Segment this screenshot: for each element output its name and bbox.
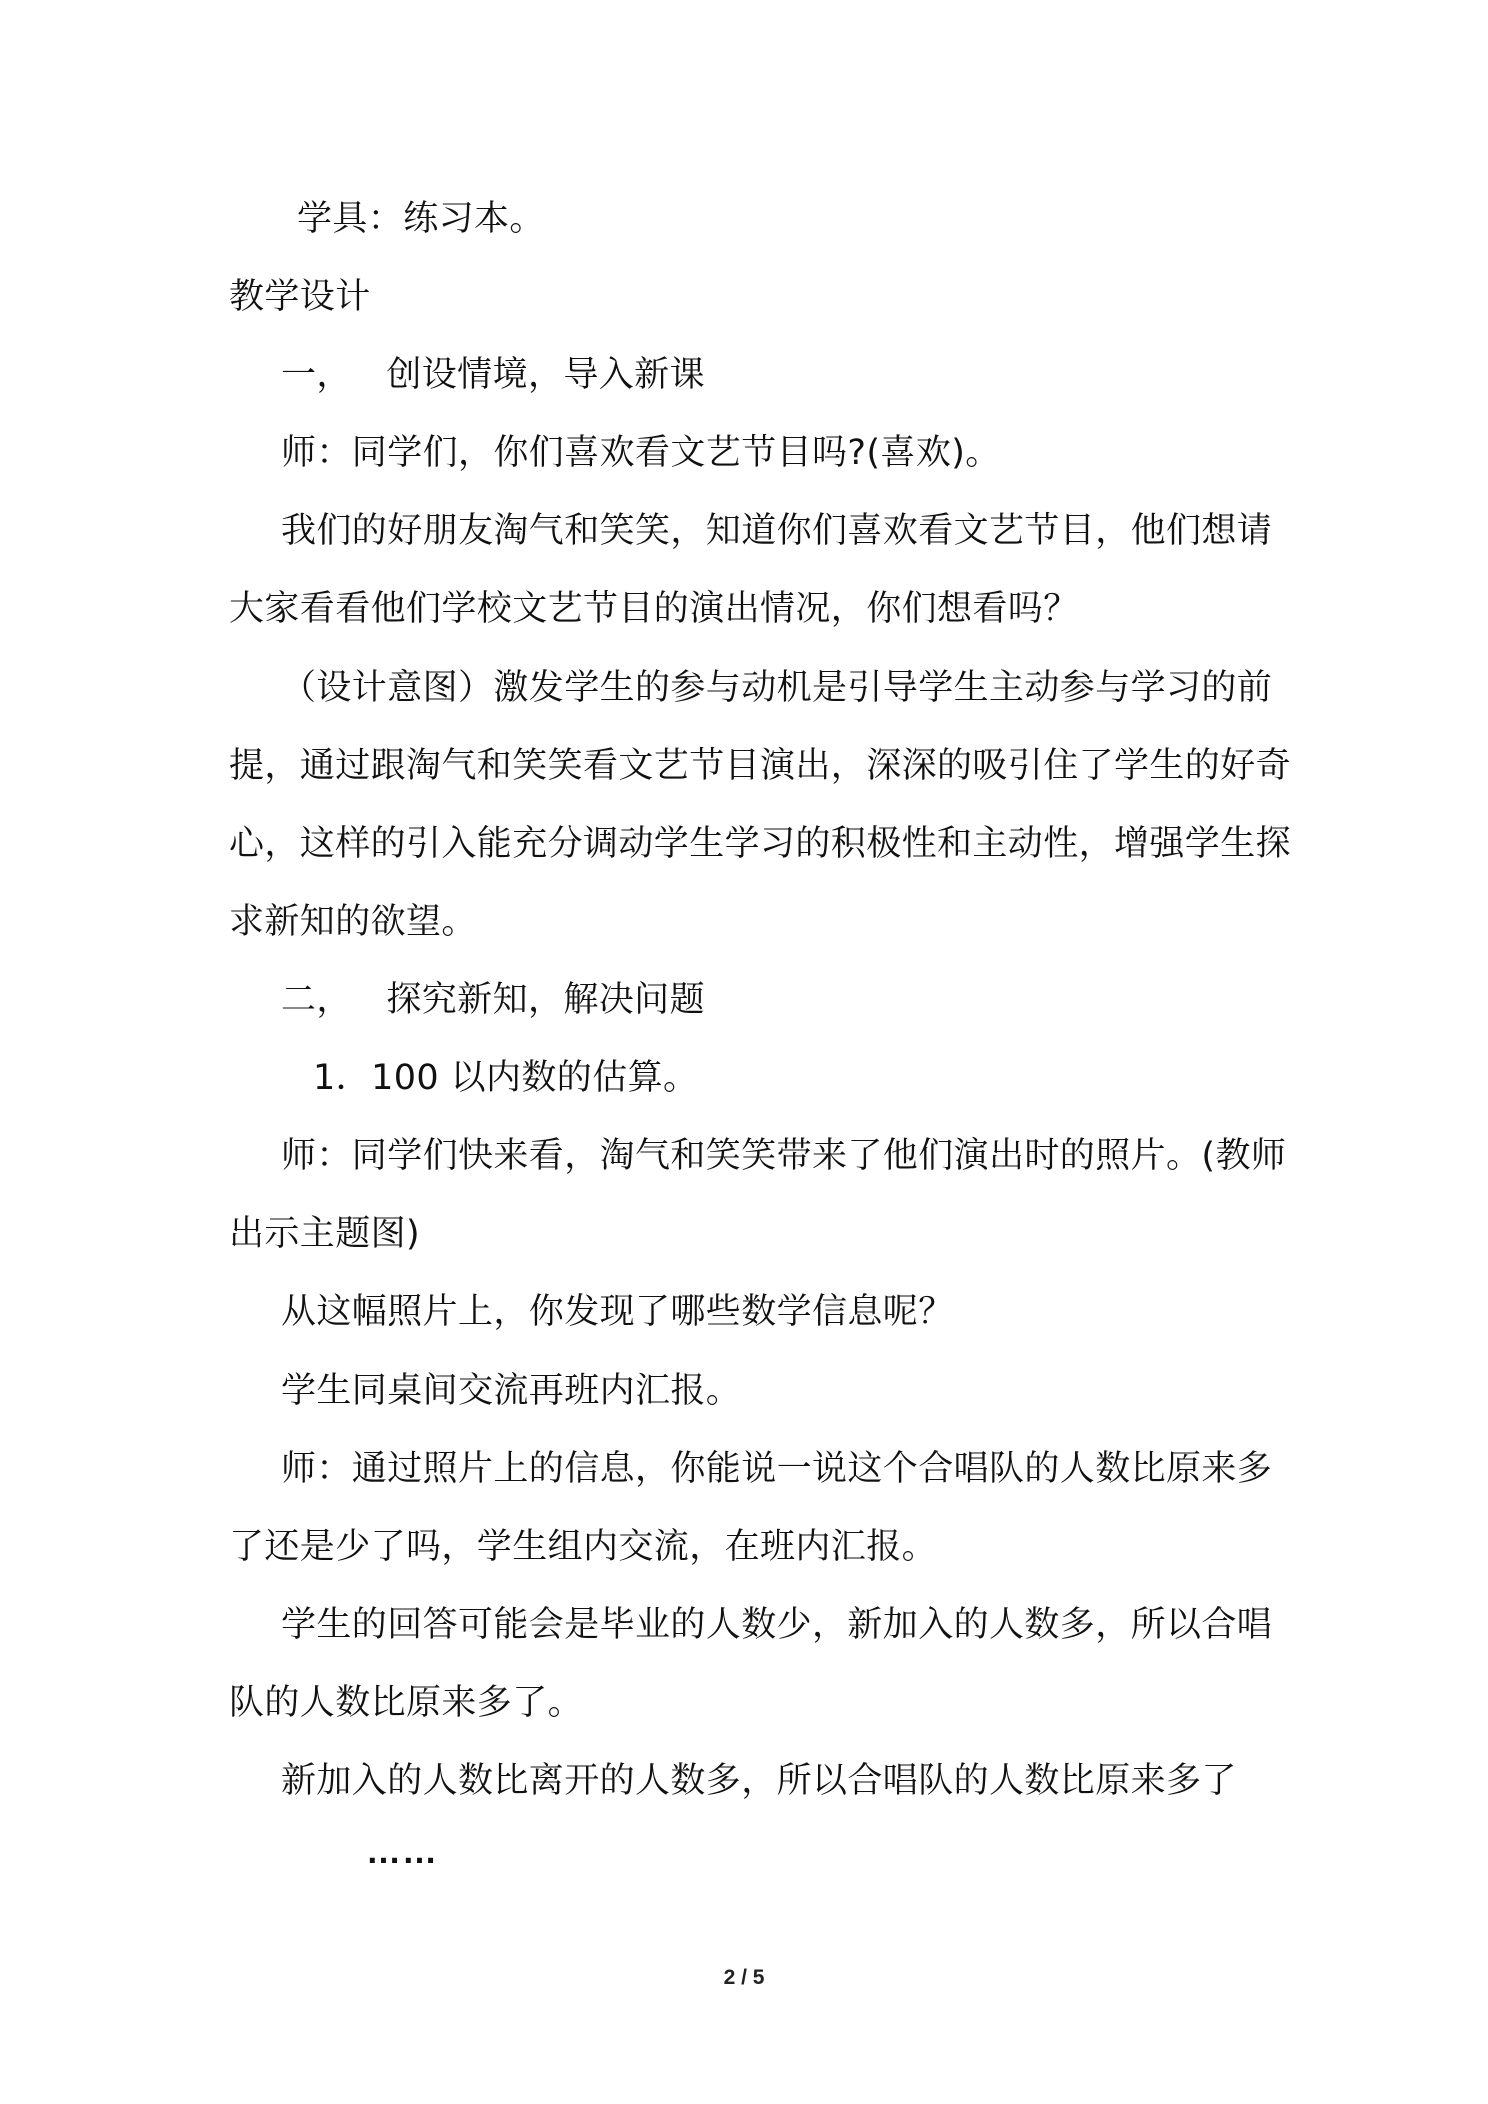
paragraph-line: 新加入的人数比离开的人数多，所以合唱队的人数比原来多了 (281, 1761, 1237, 1801)
paragraph-line: 出示主题图) (229, 1214, 421, 1254)
ellipsis: …… (366, 1832, 438, 1871)
paragraph-line: 学生的回答可能会是毕业的人数少，新加入的人数多，所以合唱 (281, 1605, 1273, 1645)
subsection-heading: 一， 创设情境，导入新课 (281, 355, 705, 395)
subsection-heading: 二， 探究新知，解决问题 (281, 980, 705, 1020)
paragraph-line: 师：同学们，你们喜欢看文艺节目吗?(喜欢)。 (281, 433, 1001, 473)
paragraph-line: 学生同桌间交流再班内汇报。 (281, 1371, 742, 1411)
paragraph-line: 提，通过跟淘气和笑笑看文艺节目演出，深深的吸引住了学生的好奇 (229, 746, 1292, 786)
paragraph-line: 求新知的欲望。 (229, 902, 477, 942)
paragraph-line: 心，这样的引入能充分调动学生学习的积极性和主动性，增强学生探 (229, 824, 1292, 864)
list-item: 1．100 以内数的估算。 (313, 1058, 699, 1098)
page-number: 2 / 5 (723, 1966, 765, 1989)
paragraph-line: 我们的好朋友淘气和笑笑，知道你们喜欢看文艺节目，他们想请 (281, 511, 1273, 551)
paragraph-line: 师：通过照片上的信息，你能说一说这个合唱队的人数比原来多 (281, 1449, 1273, 1489)
paragraph-line: （设计意图）激发学生的参与动机是引导学生主动参与学习的前 (281, 668, 1273, 708)
paragraph-line: 师：同学们快来看，淘气和笑笑带来了他们演出时的照片。(教师 (281, 1136, 1287, 1176)
paragraph-line: 了还是少了吗，学生组内交流，在班内汇报。 (229, 1527, 938, 1567)
paragraph-line: 学具：练习本。 (297, 199, 545, 239)
paragraph-line: 大家看看他们学校文艺节目的演出情况，你们想看吗？ (229, 589, 1079, 629)
paragraph-line: 从这幅照片上，你发现了哪些数学信息呢？ (281, 1292, 954, 1332)
paragraph-line: 队的人数比原来多了。 (229, 1683, 584, 1723)
section-heading: 教学设计 (229, 277, 371, 317)
